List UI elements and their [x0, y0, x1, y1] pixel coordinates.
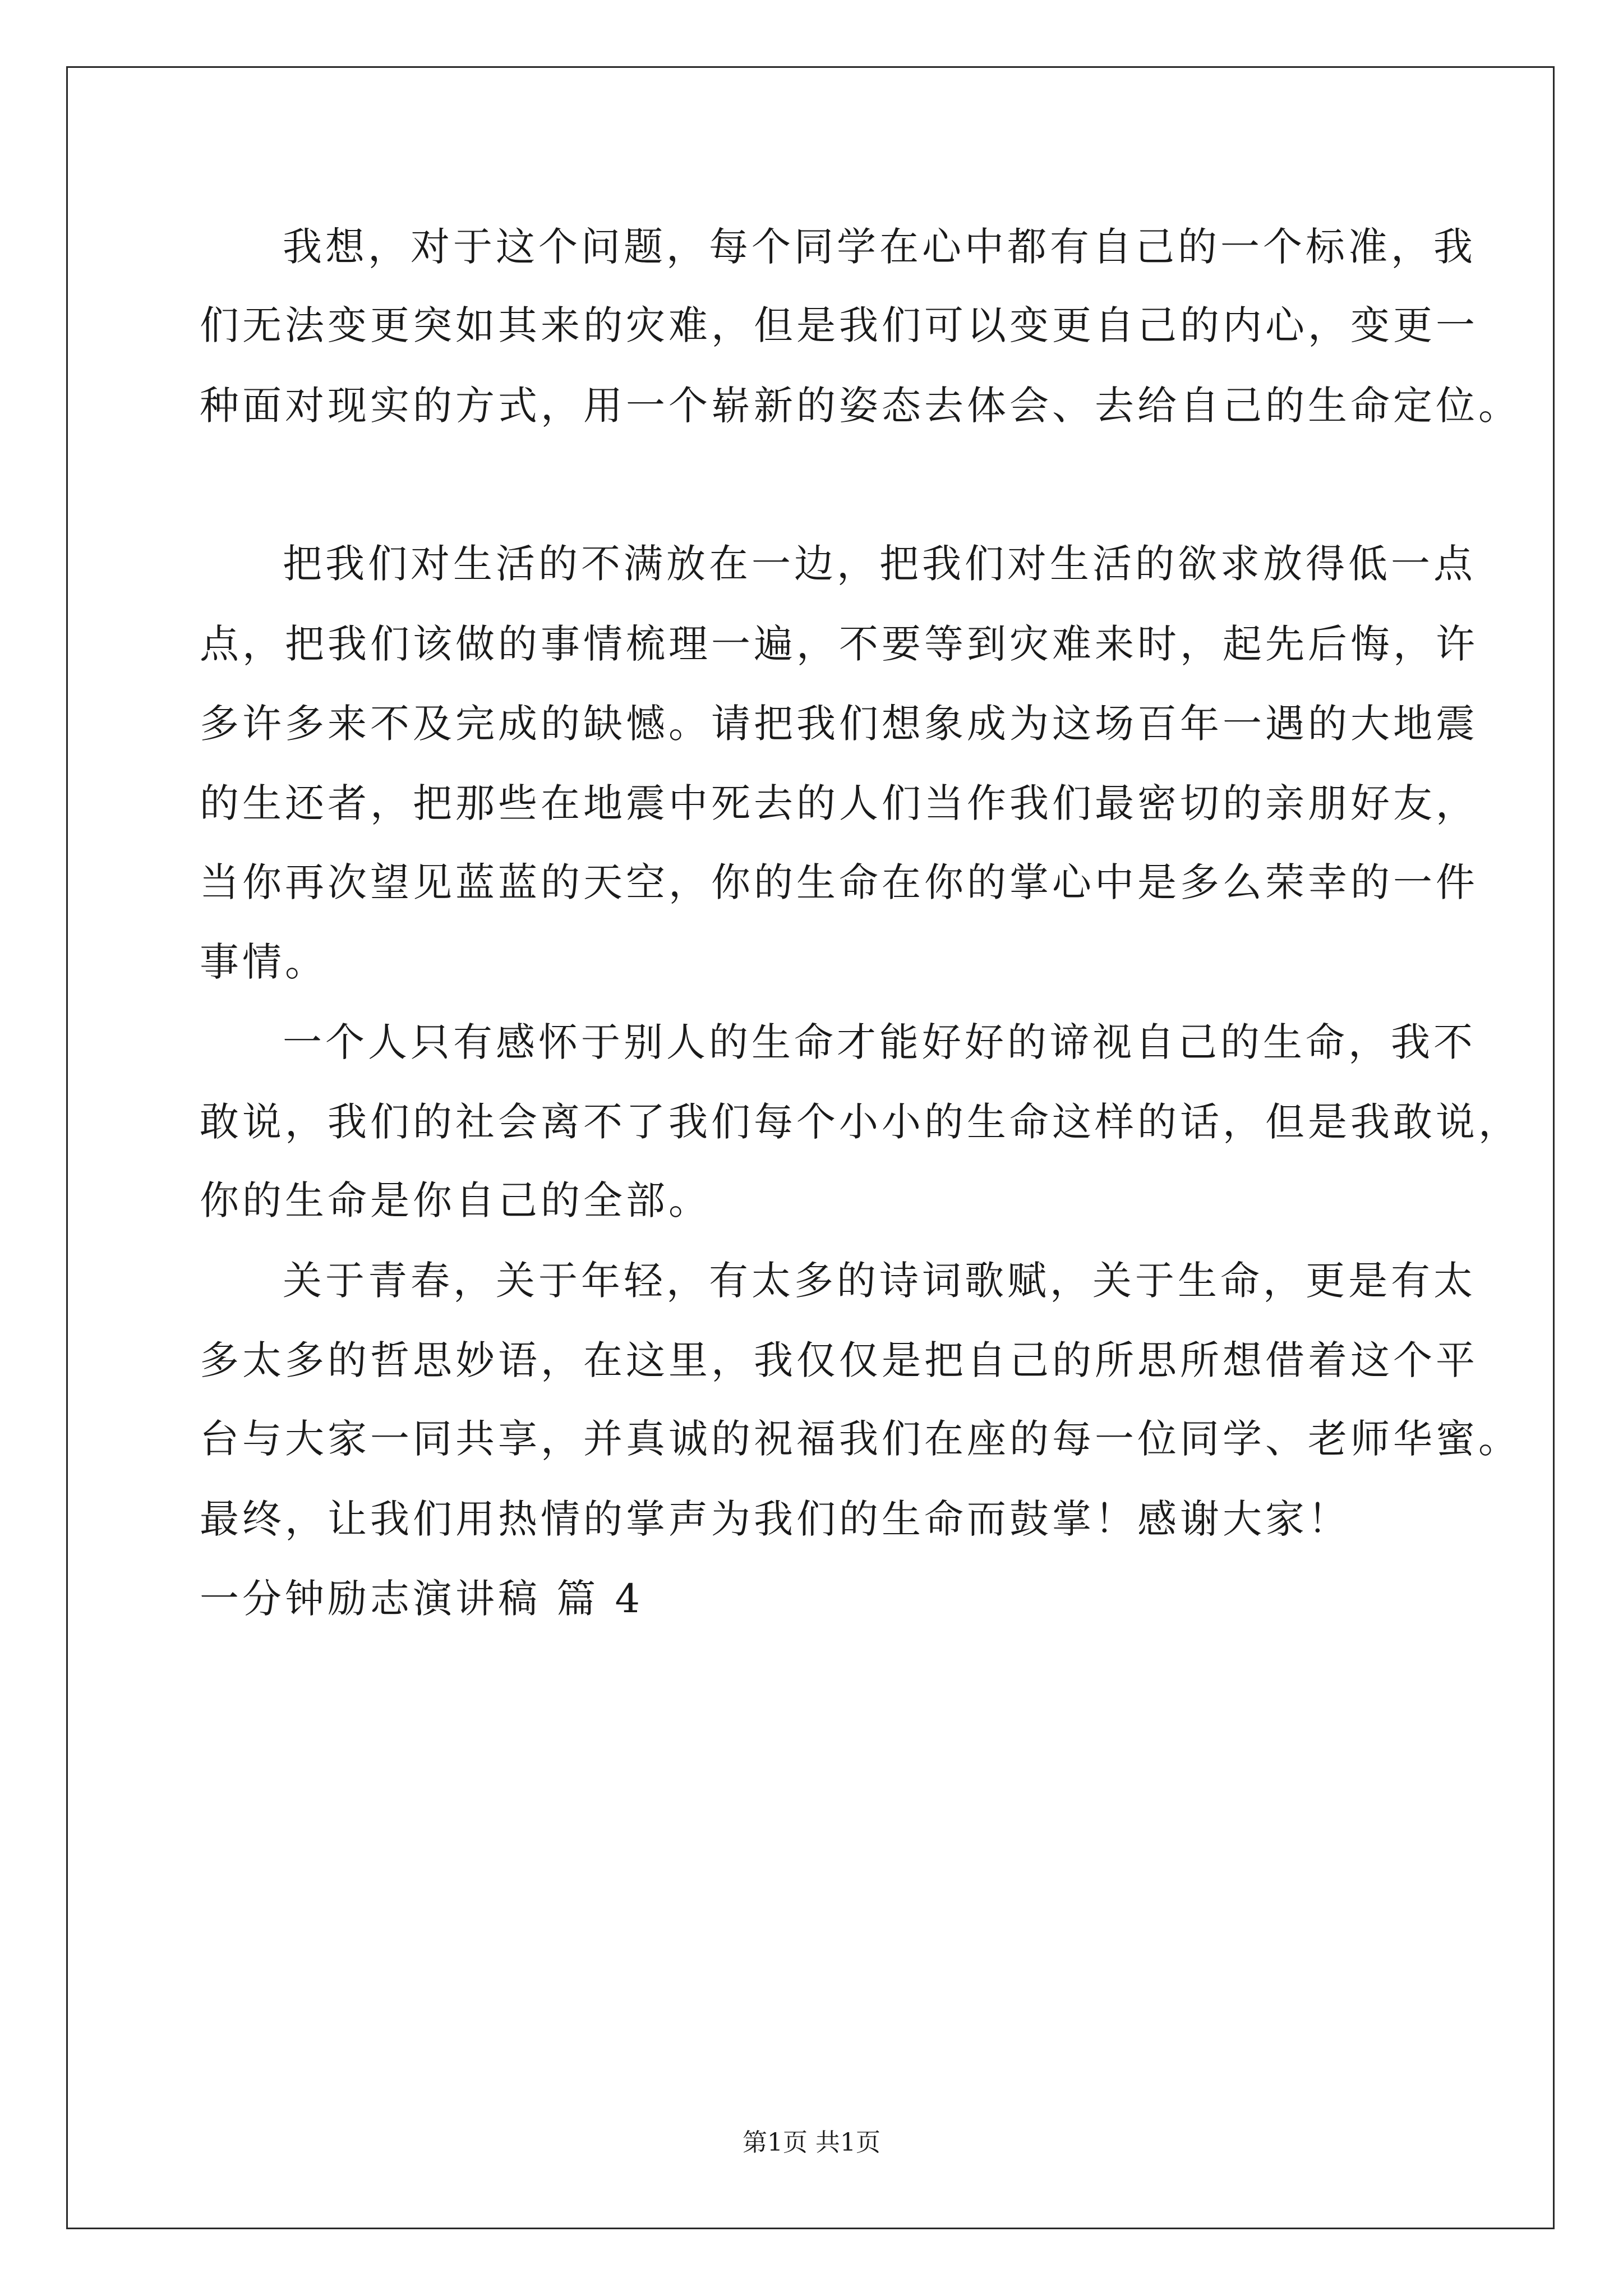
paragraph-3-line-2: 敢说，我们的社会离不了我们每个小小的生命这样的话，但是我敢说， — [200, 1099, 1521, 1145]
paragraph-2-line-2: 点，把我们该做的事情梳理一遍，不要等到灾难来时，起先后悔，许 — [200, 621, 1478, 667]
paragraph-4-line-4: 最终，让我们用热情的掌声为我们的生命而鼓掌！感谢大家！ — [200, 1496, 1350, 1542]
paragraph-2-line-4: 的生还者，把那些在地震中死去的人们当作我们最密切的亲朋好友， — [200, 780, 1478, 826]
paragraph-2-line-1: 把我们对生活的不满放在一边，把我们对生活的欲求放得低一点 — [283, 541, 1476, 587]
section-heading: 一分钟励志演讲稿 篇 4 — [200, 1576, 644, 1622]
paragraph-1-line-2: 们无法变更突如其来的灾难，但是我们可以变更自己的内心，变更一 — [200, 302, 1478, 348]
paragraph-1-line-3: 种面对现实的方式，用一个崭新的姿态去体会、去给自己的生命定位。 — [200, 383, 1521, 429]
paragraph-1-line-1: 我想，对于这个问题，每个同学在心中都有自己的一个标准，我 — [283, 224, 1476, 270]
paragraph-2-line-6: 事情。 — [200, 939, 328, 985]
paragraph-2-line-3: 多许多来不及完成的缺憾。请把我们想象成为这场百年一遇的大地震 — [200, 701, 1478, 747]
paragraph-4-line-3: 台与大家一同共享，并真诚的祝福我们在座的每一位同学、老师华蜜。 — [200, 1416, 1521, 1462]
paragraph-4-line-2: 多太多的哲思妙语，在这里，我仅仅是把自己的所思所想借着这个平 — [200, 1337, 1478, 1383]
paragraph-2-line-5: 当你再次望见蓝蓝的天空，你的生命在你的掌心中是多么荣幸的一件 — [200, 859, 1478, 905]
paragraph-3-line-1: 一个人只有感怀于别人的生命才能好好的谛视自己的生命，我不 — [283, 1019, 1476, 1065]
paragraph-3-line-3: 你的生命是你自己的全部。 — [200, 1177, 711, 1223]
page-footer: 第1页 共1页 — [743, 2128, 880, 2157]
paragraph-4-line-1: 关于青春，关于年轻，有太多的诗词歌赋，关于生命，更是有太 — [283, 1258, 1476, 1304]
